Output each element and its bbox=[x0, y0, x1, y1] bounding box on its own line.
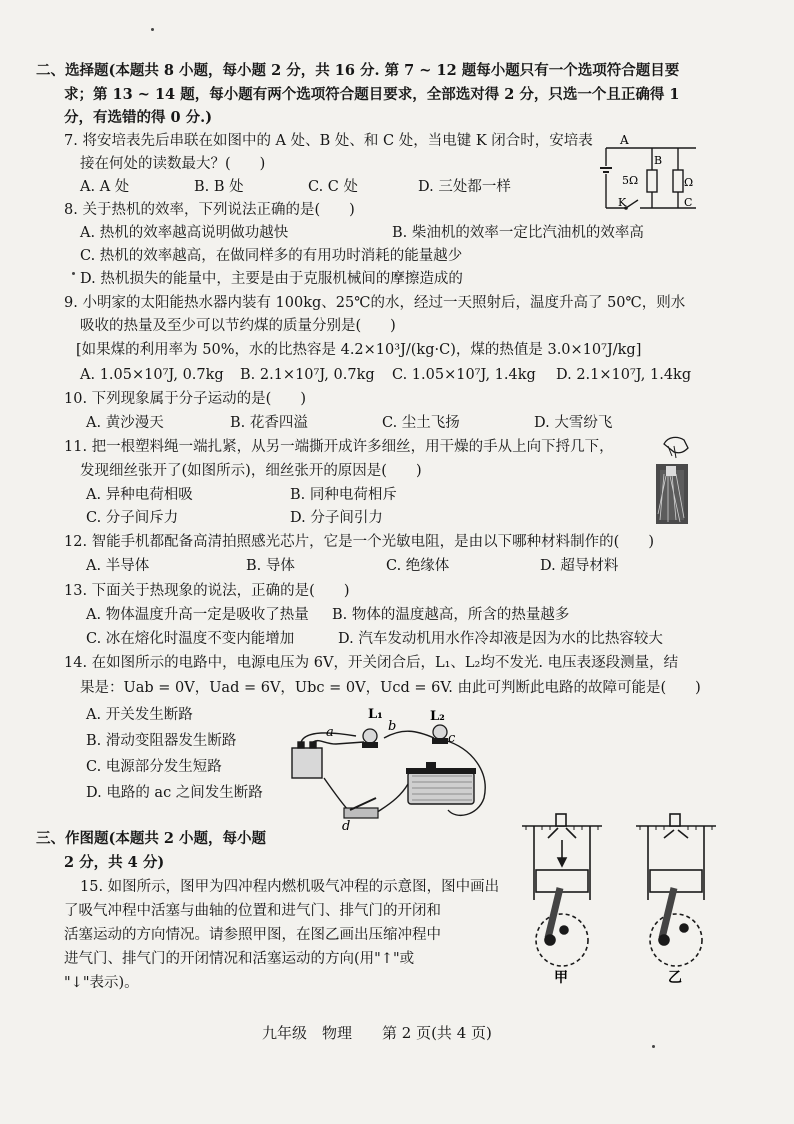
q14-label-d: d bbox=[342, 819, 351, 834]
q10-option-c: C. 尘土飞扬 bbox=[382, 415, 460, 431]
scan-speck bbox=[72, 272, 75, 275]
q10-option-d: D. 大雪纷飞 bbox=[534, 415, 613, 431]
q7-option-b: B. B 处 bbox=[194, 179, 244, 195]
q14-stem-line1: 14. 在如图所示的电路中，电源电压为 6V，开关闭合后，L₁、L₂均不发光. 电压表逐段测量，结 bbox=[64, 655, 679, 671]
q11-option-b: B. 同种电荷相斥 bbox=[290, 487, 397, 503]
q9-stem-line3: [如果煤的利用率为 50%，水的比热容是 4.2×10³J/(kg·C)，煤的热值是 3.0×10⁷J/kg] bbox=[76, 342, 642, 358]
q7-circuit-figure bbox=[596, 133, 702, 214]
q10-option-a: A. 黄沙漫天 bbox=[86, 415, 164, 431]
q9-stem-line1: 9. 小明家的太阳能热水器内装有 100kg、25℃的水，经过一天照射后，温度升高了 50℃，则水 bbox=[64, 295, 686, 311]
q14-option-c: C. 电源部分发生短路 bbox=[86, 759, 222, 775]
q8-option-c: C. 热机的效率越高，在做同样多的有用功时消耗的能量越少 bbox=[80, 248, 463, 264]
q12-stem: 12. 智能手机都配备高清拍照感光芯片，它是一个光敏电阻，是由以下哪种材料制作的( ) bbox=[64, 534, 654, 550]
q15-text-line1: 15. 如图所示，图甲为四冲程内燃机吸气冲程的示意图，图中画出 bbox=[80, 879, 500, 895]
q8-option-d: D. 热机损失的能量中，主要是由于克服机械间的摩擦造成的 bbox=[80, 271, 463, 287]
engine-label-yi: 乙 bbox=[668, 970, 682, 986]
q14-option-b: B. 滑动变阻器发生断路 bbox=[86, 733, 237, 749]
q7-stem-line1: 7. 将安培表先后串联在如图中的 A 处、B 处、和 C 处，当电键 K 闭合时，安培表 bbox=[64, 133, 593, 149]
q7-stem-line2: 接在何处的读数最大？( ) bbox=[80, 156, 266, 172]
q15-text-line3: 活塞运动的方向情况。请参照甲图，在图乙画出压缩冲程中 bbox=[64, 927, 441, 943]
q14-circuit-figure bbox=[284, 702, 494, 834]
piston-down-arrow bbox=[558, 858, 566, 866]
section2-header-line2: 求；第 13 ~ 14 题，每小题有两个选项符合题目要求，全部选对得 2 分，只选一个且正确得 1 bbox=[64, 86, 680, 103]
scan-speck bbox=[151, 28, 154, 31]
q12-option-b: B. 导体 bbox=[246, 558, 295, 574]
q8-option-b: B. 柴油机的效率一定比汽油机的效率高 bbox=[392, 225, 644, 241]
q7-option-c: C. C 处 bbox=[308, 179, 358, 195]
q15-text-line4: 进气门、排气门的开闭情况和活塞运动的方向(用"↑"或 bbox=[64, 951, 415, 967]
section3-header-line2: 2 分，共 4 分) bbox=[64, 854, 165, 871]
q9-option-d: D. 2.1×10⁷J, 1.4kg bbox=[556, 367, 692, 383]
q7-label-a: A bbox=[620, 133, 629, 147]
scan-speck bbox=[652, 1045, 655, 1048]
q7-label-k: K bbox=[618, 196, 627, 209]
q14-label-c: c bbox=[448, 731, 456, 746]
q14-option-a: A. 开关发生断路 bbox=[86, 707, 193, 723]
q13-stem: 13. 下面关于热现象的说法，正确的是( ) bbox=[64, 583, 350, 599]
q11-plastic-rope-photo bbox=[654, 434, 690, 526]
q15-text-line5: "↓"表示)。 bbox=[64, 975, 139, 991]
q14-stem-line2: 果是：Uab = 0V，Uad = 6V，Ubc = 0V，Ucd = 6V. 由此可判断此电路的故障可能是( ) bbox=[80, 680, 701, 696]
section2-header-line1: 二、选择题(本题共 8 小题，每小题 2 分，共 16 分. 第 7 ~ 12 题每小题只有一个选项符合题目要 bbox=[36, 62, 680, 79]
q7-option-d: D. 三处都一样 bbox=[418, 179, 511, 195]
q13-option-b: B. 物体的温度越高，所含的热量越多 bbox=[332, 607, 570, 623]
q14-label-a: a bbox=[326, 725, 334, 740]
q11-stem-line1: 11. 把一根塑料绳一端扎紧，从另一端撕开成许多细丝，用干燥的手从上向下捋几下， bbox=[64, 439, 614, 455]
q13-option-d: D. 汽车发动机用水作冷却液是因为水的比热容较大 bbox=[338, 631, 663, 647]
q12-option-a: A. 半导体 bbox=[86, 558, 150, 574]
q14-option-d: D. 电路的 ac 之间发生断路 bbox=[86, 785, 263, 801]
q14-label-b: b bbox=[388, 719, 397, 734]
q13-option-c: C. 冰在熔化时温度不变内能增加 bbox=[86, 631, 295, 647]
section2-header-line3: 分，有选错的得 0 分.) bbox=[64, 109, 213, 126]
section3-header-line1: 三、作图题(本题共 2 小题，每小题 bbox=[36, 830, 267, 847]
q11-option-d: D. 分子间引力 bbox=[290, 510, 383, 526]
q11-stem-line2: 发现细丝张开了(如图所示)，细丝张开的原因是( ) bbox=[80, 463, 422, 479]
q7-label-c: C bbox=[684, 196, 693, 209]
q14-label-l2: L₂ bbox=[430, 709, 445, 724]
page-footer: 九年级 物理 第 2 页(共 4 页) bbox=[262, 1024, 492, 1042]
q15-text-line2: 了吸气冲程中活塞与曲轴的位置和进气门、排气门的开闭和 bbox=[64, 903, 441, 919]
q8-stem: 8. 关于热机的效率，下列说法正确的是( ) bbox=[64, 202, 355, 218]
q7-label-b: B bbox=[654, 154, 663, 167]
q14-label-l1: L₁ bbox=[368, 707, 383, 722]
q13-option-a: A. 物体温度升高一定是吸收了热量 bbox=[86, 607, 309, 623]
q12-option-d: D. 超导材料 bbox=[540, 558, 619, 574]
q9-stem-line2: 吸收的热量及至少可以节约煤的质量分别是( ) bbox=[80, 318, 396, 334]
q11-option-c: C. 分子间斥力 bbox=[86, 510, 179, 526]
q10-stem: 10. 下列现象属于分子运动的是( ) bbox=[64, 391, 306, 407]
q7-label-r1: 5Ω bbox=[622, 174, 639, 187]
q12-option-c: C. 绝缘体 bbox=[386, 558, 450, 574]
q9-option-a: A. 1.05×10⁷J, 0.7kg bbox=[80, 367, 224, 383]
q8-option-a: A. 热机的效率越高说明做功越快 bbox=[80, 225, 289, 241]
engine-label-jia: 甲 bbox=[554, 970, 568, 986]
q9-option-c: C. 1.05×10⁷J, 1.4kg bbox=[392, 367, 536, 383]
engine-figures bbox=[520, 808, 720, 988]
q10-option-b: B. 花香四溢 bbox=[230, 415, 308, 431]
q7-option-a: A. A 处 bbox=[80, 179, 130, 195]
q7-label-r2: Ω bbox=[684, 176, 694, 189]
q9-option-b: B. 2.1×10⁷J, 0.7kg bbox=[240, 367, 375, 383]
q11-option-a: A. 异种电荷相吸 bbox=[86, 487, 193, 503]
